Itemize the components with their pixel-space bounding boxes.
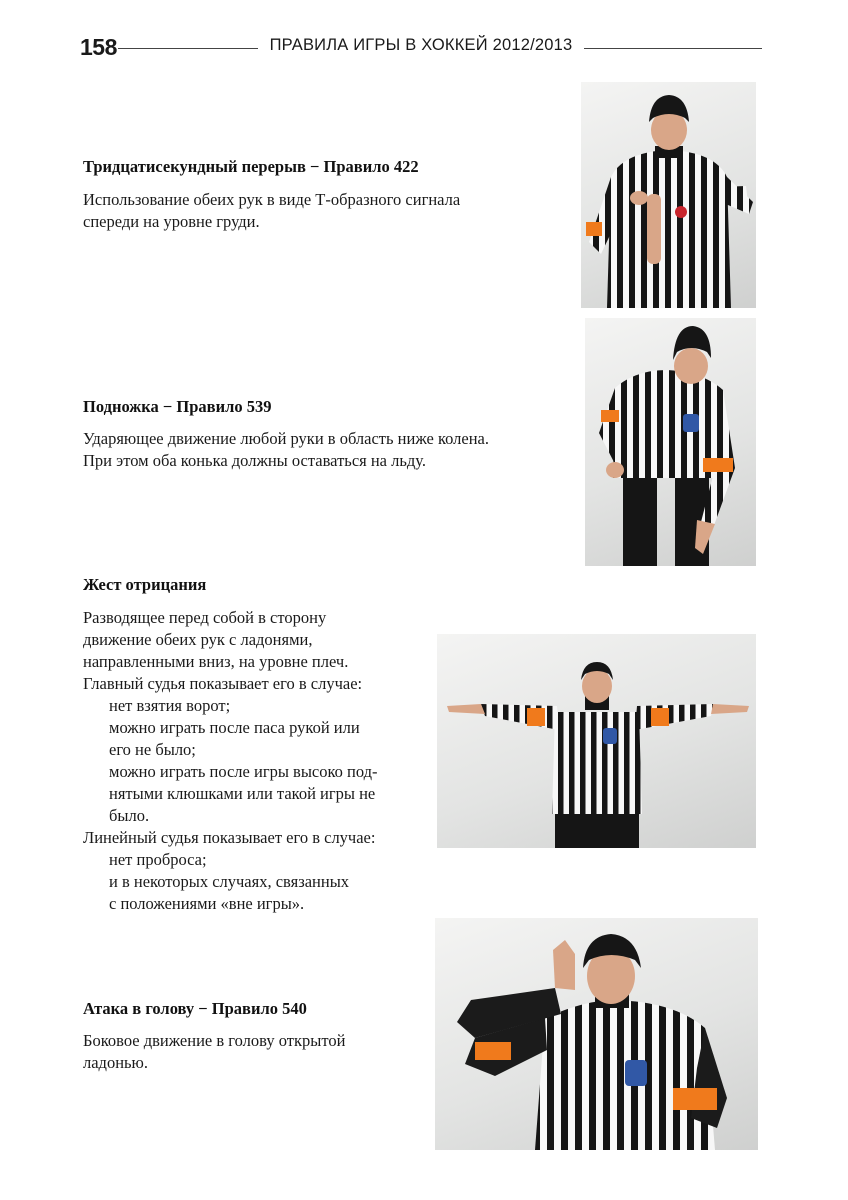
text-line: Боковое движение в голову открытой xyxy=(83,1031,346,1050)
header-rule-left xyxy=(118,48,258,49)
header-rule-right xyxy=(584,48,762,49)
text-line: Линейный судья показывает его в случае: xyxy=(83,828,376,847)
running-title: ПРАВИЛА ИГРЫ В ХОККЕЙ 2012/2013 xyxy=(269,36,573,54)
text-line: было. xyxy=(109,806,150,825)
text-line: можно играть после паса рукой или xyxy=(109,718,360,737)
text-line: спереди на уровне груди. xyxy=(83,212,260,231)
text-line: Ударяющее движение любой руки в область ниже колена. xyxy=(83,429,490,448)
section-heading-time-out: Тридцатисекундный перерыв − Правило 422 xyxy=(83,157,419,176)
text-line: его не было; xyxy=(109,740,196,759)
photo-head-contact-signal xyxy=(435,918,758,1150)
text-line: нятыми клюшками или такой игры не xyxy=(109,784,376,803)
text-line: При этом оба конька должны оставаться на льду. xyxy=(83,451,427,470)
section-heading-tripping: Подножка − Правило 539 xyxy=(83,397,272,416)
text-line: направленными вниз, на уровне плеч. xyxy=(83,652,349,671)
text-line: нет взятия ворот; xyxy=(109,696,231,715)
text-line: Использование обеих рук в виде Т-образного сигнала xyxy=(83,190,461,209)
text-line: Главный судья показывает его в случае: xyxy=(83,674,363,693)
page-number: 158 xyxy=(80,34,117,60)
photo-tripping-signal xyxy=(585,318,756,566)
photo-washout-signal xyxy=(437,634,756,848)
section-heading-head-contact: Атака в голову − Правило 540 xyxy=(83,999,307,1018)
text-line: и в некоторых случаях, связанных xyxy=(109,872,350,891)
text-line: движение обеих рук с ладонями, xyxy=(83,630,313,649)
section-text-tripping xyxy=(83,428,573,472)
section-text-washout xyxy=(83,607,423,915)
text-line: можно играть после игры высоко под- xyxy=(109,762,378,781)
running-header xyxy=(0,0,848,70)
section-text-time-out xyxy=(83,189,553,233)
photo-time-out-signal xyxy=(581,82,756,308)
text-line: ладонью. xyxy=(83,1053,149,1072)
section-heading-washout: Жест отрицания xyxy=(83,575,207,594)
text-line: с положениями «вне игры». xyxy=(109,894,305,913)
section-text-head-contact xyxy=(83,1030,413,1074)
text-line: нет проброса; xyxy=(109,850,207,869)
text-line: Разводящее перед собой в сторону xyxy=(83,608,327,627)
